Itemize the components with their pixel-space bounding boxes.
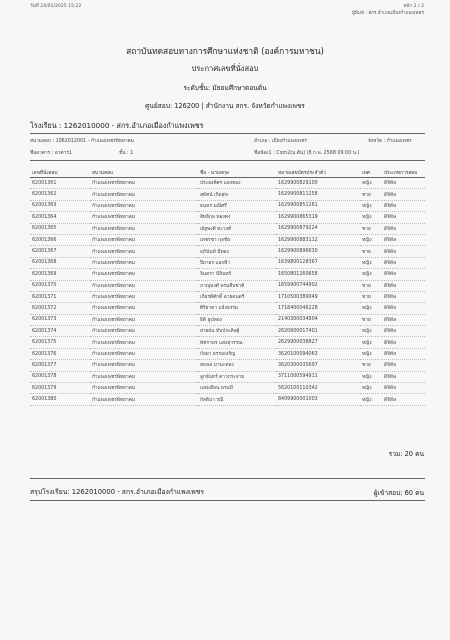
cell-id-number: 3620300035697	[276, 360, 360, 371]
table-row	[30, 348, 425, 359]
cell-exam-type: ดิจิทัล	[382, 269, 425, 280]
cell-id-number: 1718400046228	[276, 303, 360, 314]
cell-gender: หญิง	[360, 234, 382, 245]
header-exam-type: ประเภทการสอบ	[382, 168, 425, 178]
announcement-title: ประกาศเลขที่นั่งสอบ	[191, 64, 259, 73]
cell-student-name: สมพล มามะทอง	[198, 360, 276, 371]
cell-id-number: 2620600017401	[276, 326, 360, 337]
table-row	[30, 371, 425, 382]
header-name: ชื่อ - นามสกุล	[198, 168, 276, 178]
table-row	[30, 337, 425, 348]
cell-venue: กำแพงเพชรพิทยาคม	[90, 178, 198, 189]
cell-student-name: ปิยาอร แสงฟ้า	[198, 257, 276, 268]
cell-seat-number: 62001375	[30, 337, 90, 348]
cell-venue: กำแพงเพชรพิทยาคม	[90, 360, 198, 371]
cell-exam-type: ดิจิทัล	[382, 303, 425, 314]
table-row	[30, 178, 425, 189]
cell-id-number: 2629900038827	[276, 337, 360, 348]
cell-venue: กำแพงเพชรพิทยาคม	[90, 234, 198, 245]
table-row	[30, 223, 425, 234]
cell-seat-number: 62001362	[30, 189, 90, 200]
cell-seat-number: 62001369	[30, 269, 90, 280]
cell-seat-number: 62001371	[30, 291, 90, 302]
school-line: โรงเรียน : 1262010000 - สกร.อำเภอเมืองกำแพงเพชร	[30, 121, 204, 130]
cell-venue: กำแพงเพชรพิทยาคม	[90, 371, 198, 382]
cell-exam-type: ดิจิทัล	[382, 223, 425, 234]
cell-venue: กำแพงเพชรพิทยาคม	[90, 280, 198, 291]
header-gender: เพศ	[360, 168, 382, 178]
cell-id-number: 1629900879224	[276, 223, 360, 234]
seat-table	[30, 168, 425, 406]
cell-venue: กำแพงเพชรพิทยาคม	[90, 269, 198, 280]
cell-id-number: 3620100094063	[276, 348, 360, 359]
cell-gender: หญิง	[360, 257, 382, 268]
building-info: ชื่ออาคาร : อาคาร1	[30, 151, 72, 156]
cell-venue: กำแพงเพชรพิทยาคม	[90, 257, 198, 268]
cell-gender: ชาย	[360, 223, 382, 234]
cell-seat-number: 62001373	[30, 314, 90, 325]
divider	[30, 478, 425, 479]
cell-id-number: 1629900829100	[276, 178, 360, 189]
cell-gender: หญิง	[360, 212, 382, 223]
cell-student-name: สายฝน ทับประดิษฐ์	[198, 326, 276, 337]
summary-school: สรุปโรงเรียน: 1262010000 - สกร.อำเภอเมืองกำแพงเพชร	[30, 488, 205, 496]
cell-id-number: 1650801260658	[276, 269, 360, 280]
cell-exam-type: ดิจิทัล	[382, 383, 425, 394]
cell-gender: หญิง	[360, 269, 382, 280]
cell-gender: ชาย	[360, 189, 382, 200]
cell-gender: หญิง	[360, 178, 382, 189]
table-row	[30, 200, 425, 211]
cell-student-name: สุทัศน์ เกิดสุข	[198, 189, 276, 200]
cell-seat-number: 62001379	[30, 383, 90, 394]
cell-id-number: 1629900811258	[276, 189, 360, 200]
cell-seat-number: 62001366	[30, 234, 90, 245]
center-line: ศูนย์สอบ: 126200 | สำนักงาน สกร. จังหวัดกำแพงเพชร	[145, 102, 305, 110]
cell-student-name: ศิริธาดา แจ้งธรรม	[198, 303, 276, 314]
cell-student-name: ธนพร มณีศรี	[198, 200, 276, 211]
cell-seat-number: 62001367	[30, 246, 90, 257]
table-row	[30, 303, 425, 314]
cell-exam-type: ดิจิทัล	[382, 189, 425, 200]
total-count: รวม: 20 คน	[388, 450, 424, 458]
cell-venue: กำแพงเพชรพิทยาคม	[90, 326, 198, 337]
cell-id-number: 5620100110342	[276, 383, 360, 394]
cell-venue: กำแพงเพชรพิทยาคม	[90, 223, 198, 234]
cell-id-number: 1710500389049	[276, 291, 360, 302]
cell-gender: ชาย	[360, 314, 382, 325]
cell-student-name: จินดรา มีสินทร์	[198, 269, 276, 280]
cell-gender: ชาย	[360, 246, 382, 257]
divider	[30, 500, 425, 501]
cell-gender: หญิง	[360, 348, 382, 359]
cell-venue: กำแพงเพชรพิทยาคม	[90, 212, 198, 223]
table-row	[30, 212, 425, 223]
cell-id-number: 3711000594911	[276, 371, 360, 382]
cell-venue: กำแพงเพชรพิทยาคม	[90, 337, 198, 348]
table-row	[30, 314, 425, 325]
cell-venue: กำแพงเพชรพิทยาคม	[90, 348, 198, 359]
cell-student-name: แสงเดือน พรมมี	[198, 383, 276, 394]
cell-exam-type: ดิจิทัล	[382, 200, 425, 211]
cell-venue: กำแพงเพชรพิทยาคม	[90, 383, 198, 394]
cell-exam-type: ดิจิทัล	[382, 360, 425, 371]
cell-gender: หญิง	[360, 303, 382, 314]
cell-gender: ชาย	[360, 280, 382, 291]
cell-exam-type: ดิจิทัล	[382, 212, 425, 223]
cell-student-name: พัชราพร แสงสุวรรณ	[198, 337, 276, 348]
cell-id-number: 1629900883112	[276, 234, 360, 245]
page-number: หน้า 2 / 2	[403, 4, 424, 9]
cell-exam-type: ดิจิทัล	[382, 291, 425, 302]
cell-student-name: ธิติ ธูปทอง	[198, 314, 276, 325]
cell-exam-type: ดิจิทัล	[382, 371, 425, 382]
table-row	[30, 189, 425, 200]
table-header-row	[30, 168, 425, 178]
cell-gender: หญิง	[360, 383, 382, 394]
cell-student-name: เพชรชา กุลชัย	[198, 234, 276, 245]
cell-exam-type: ดิจิทัล	[382, 337, 425, 348]
divider	[30, 160, 425, 161]
table-row	[30, 234, 425, 245]
printed-by: ผู้พิมพ์ : สกร.อำเภอเมืองกำแพงเพชร	[352, 11, 424, 16]
institute-title: สถาบันทดสอบทางการศึกษาแห่งชาติ (องค์การมหาชน)	[126, 46, 324, 56]
table-row	[30, 291, 425, 302]
cell-seat-number: 62001376	[30, 348, 90, 359]
cell-exam-type: ดิจิทัล	[382, 246, 425, 257]
cell-seat-number: 62001372	[30, 303, 90, 314]
district-info: อำเภอ : เมืองกำแพงเพชร	[254, 139, 307, 144]
cell-gender: หญิง	[360, 326, 382, 337]
room-info: ชื่อห้อง1 : Com2(ม.ต้น) (8 ก.พ. 2568 09:00 น.)	[254, 151, 360, 156]
table-row	[30, 269, 425, 280]
cell-exam-type: ดิจิทัล	[382, 234, 425, 245]
table-row	[30, 246, 425, 257]
cell-exam-type: ดิจิทัล	[382, 348, 425, 359]
cell-exam-type: ดิจิทัล	[382, 394, 425, 405]
summary-count: ผู้เข้าสอบ: 60 คน	[373, 489, 424, 497]
cell-id-number: 1659900744902	[276, 280, 360, 291]
cell-venue: กำแพงเพชรพิทยาคม	[90, 314, 198, 325]
page-info	[352, 3, 424, 17]
cell-seat-number: 62001361	[30, 178, 90, 189]
cell-venue: กำแพงเพชรพิทยาคม	[90, 246, 198, 257]
table-row	[30, 360, 425, 371]
divider	[30, 133, 425, 134]
cell-seat-number: 62001363	[30, 200, 90, 211]
cell-student-name: เกียรติศักดิ์ ฉายดนตรี	[198, 291, 276, 302]
header-seat-number: เลขที่นั่งสอบ	[30, 168, 90, 178]
cell-student-name: ณัฐพงศ์ ทะวงศ์	[198, 223, 276, 234]
cell-venue: กำแพงเพชรพิทยาคม	[90, 394, 198, 405]
cell-seat-number: 62001374	[30, 326, 90, 337]
cell-venue: กำแพงเพชรพิทยาคม	[90, 189, 198, 200]
cell-student-name: ลูกจันทร์ ดาวกระจาย	[198, 371, 276, 382]
level-line: ระดับชั้น: มัธยมศึกษาตอนต้น	[183, 84, 267, 92]
cell-gender: หญิง	[360, 371, 382, 382]
table-row	[30, 383, 425, 394]
floor-info: ชั้น : 1	[119, 151, 134, 156]
cell-venue: กำแพงเพชรพิทยาคม	[90, 291, 198, 302]
table-row	[30, 280, 425, 291]
table-row	[30, 394, 425, 405]
cell-exam-type: ดิจิทัล	[382, 178, 425, 189]
cell-id-number: 1629900896630	[276, 246, 360, 257]
cell-seat-number: 62001378	[30, 371, 90, 382]
cell-seat-number: 62001364	[30, 212, 90, 223]
cell-student-name: ภาณุพงศ์ พรมสืบชาติ	[198, 280, 276, 291]
cell-seat-number: 62001380	[30, 394, 90, 405]
venue-info: สนามสอบ : 1062012001 - กำแพงเพชรพิทยาคม	[30, 139, 134, 144]
cell-gender: หญิง	[360, 394, 382, 405]
cell-venue: กำแพงเพชรพิทยาคม	[90, 200, 198, 211]
header-id-number: หมายเลขบัตรประจำตัว	[276, 168, 360, 178]
cell-id-number: 1629900851261	[276, 200, 360, 211]
table-row	[30, 257, 425, 268]
cell-gender: ชาย	[360, 291, 382, 302]
cell-seat-number: 62001377	[30, 360, 90, 371]
cell-exam-type: ดิจิทัล	[382, 314, 425, 325]
cell-gender: หญิง	[360, 200, 382, 211]
cell-student-name: อภินันท์ มีทอง	[198, 246, 276, 257]
cell-seat-number: 62001365	[30, 223, 90, 234]
header-venue: สนามสอบ	[90, 168, 198, 178]
cell-venue: กำแพงเพชรพิทยาคม	[90, 303, 198, 314]
cell-exam-type: ดิจิทัล	[382, 257, 425, 268]
cell-seat-number: 62001368	[30, 257, 90, 268]
cell-student-name: สิทธิกุล ทองคง	[198, 212, 276, 223]
cell-student-name: กัลยา ธรรมเจริญ	[198, 348, 276, 359]
cell-id-number: 8409900001003	[276, 394, 360, 405]
cell-id-number: 1629900865319	[276, 212, 360, 223]
print-date: วันที่ 24/01/2025 15:22	[30, 4, 82, 9]
cell-gender: หญิง	[360, 337, 382, 348]
cell-seat-number: 62001370	[30, 280, 90, 291]
cell-gender: ชาย	[360, 360, 382, 371]
cell-student-name: กัลติมา รณี	[198, 394, 276, 405]
cell-student-name: ประยงค์ศร แสงทอง	[198, 178, 276, 189]
province-info: จังหวัด : กำแพงเพชร	[368, 139, 412, 144]
table-row	[30, 326, 425, 337]
cell-id-number: 2140300034804	[276, 314, 360, 325]
cell-exam-type: ดิจิทัล	[382, 326, 425, 337]
cell-id-number: 1639800128367	[276, 257, 360, 268]
cell-exam-type: ดิจิทัล	[382, 280, 425, 291]
